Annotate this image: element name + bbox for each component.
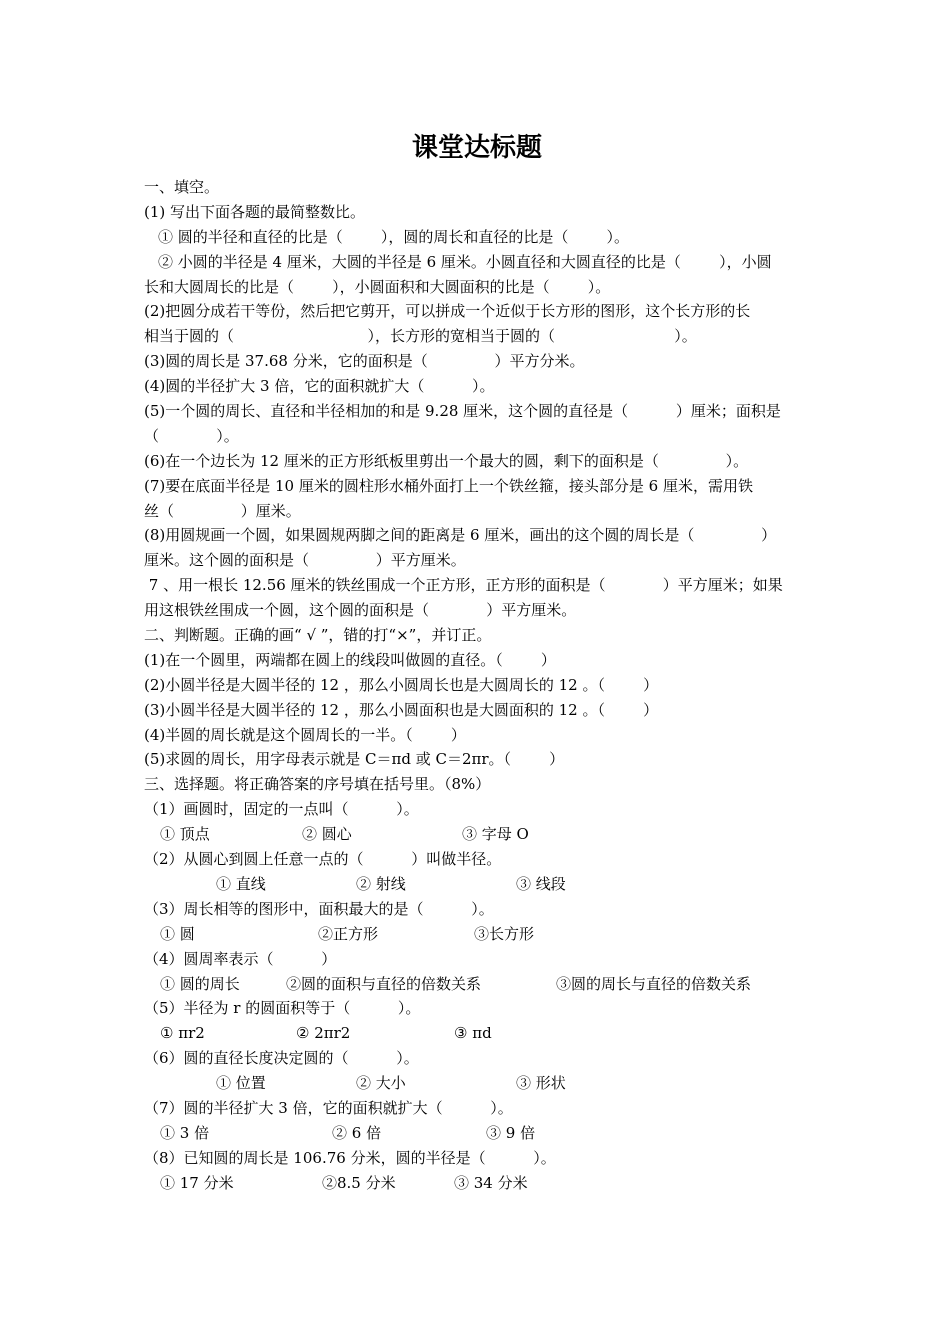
- section2-heading: 二、判断题。正确的画“ √ ”，错的打“×”，并订正。: [144, 626, 492, 645]
- fill-line: ① 圆的半径和直径的比是（ ），圆的周长和直径的比是（ ）。: [158, 227, 630, 246]
- option-3: ③ 线段: [516, 874, 566, 893]
- choice-question: （1）画圆时，固定的一点叫（ ）。: [144, 800, 419, 819]
- choice-options: [144, 922, 810, 947]
- option-3: ③ 字母 O: [462, 825, 529, 844]
- choice-options: [144, 872, 810, 897]
- option-2: ②正方形: [318, 924, 379, 943]
- choice-options: [144, 1021, 810, 1046]
- choice-question: （6）圆的直径长度决定圆的（ ）。: [144, 1049, 419, 1068]
- fill-line: 相当于圆的（ ），长方形的宽相当于圆的（ ）。: [144, 327, 697, 346]
- option-1: ① πr2: [160, 1024, 205, 1043]
- option-2: ②8.5 分米: [322, 1173, 396, 1192]
- judge-line: (2)小圆半径是大圆半径的 12 ，那么小圆周长也是大圆周长的 12 。（ ）: [144, 675, 659, 694]
- judge-line: (4)半圆的周长就是这个圆周长的一半。（ ）: [144, 725, 466, 744]
- choice-question: （3）周长相等的图形中，面积最大的是（ ）。: [144, 899, 494, 918]
- fill-line: (8)用圆规画一个圆，如果圆规两脚之间的距离是 6 厘米，画出的这个圆的周长是（ ）: [144, 526, 777, 545]
- option-2: ②圆的面积与直径的倍数关系: [286, 974, 482, 993]
- fill-line: (1) 写出下面各题的最简整数比。: [144, 202, 366, 221]
- fill-line: (2)把圆分成若干等份，然后把它剪开，可以拼成一个近似于长方形的图形，这个长方形的长: [144, 302, 751, 321]
- option-1: ① 圆的周长: [160, 974, 240, 993]
- fill-line: 7 、用一根长 12.56 厘米的铁丝围成一个正方形，正方形的面积是（ ）平方厘米；如果: [144, 576, 783, 595]
- page-title: 课堂达标题: [411, 133, 542, 163]
- option-3: ③ 形状: [516, 1074, 566, 1093]
- choice-question: （8）已知圆的周长是 106.76 分米，圆的半径是（ ）。: [144, 1148, 556, 1167]
- option-1: ① 顶点: [160, 825, 210, 844]
- option-1: ① 位置: [216, 1074, 266, 1093]
- choice-options: [144, 1121, 810, 1146]
- fill-line: 长和大圆周长的比是（ ），小圆面积和大圆面积的比是（ ）。: [144, 277, 611, 296]
- option-1: ① 17 分米: [160, 1173, 234, 1192]
- fill-line: (5)一个圆的周长、直径和半径相加的和是 9.28 厘米，这个圆的直径是（ ）厘米；面积是: [144, 402, 781, 421]
- fill-line: （ ）。: [144, 426, 239, 445]
- fill-line: 厘米。这个圆的面积是（ ）平方厘米。: [144, 551, 466, 570]
- judge-line: (5)求圆的周长，用字母表示就是 C＝πd 或 C＝2πr。（ ）: [144, 750, 565, 769]
- option-1: ① 直线: [216, 874, 266, 893]
- choice-options: [144, 972, 810, 997]
- choice-options: [144, 1171, 810, 1196]
- option-3: ③长方形: [474, 924, 535, 943]
- choice-question: （7）圆的半径扩大 3 倍，它的面积就扩大（ ）。: [144, 1098, 513, 1117]
- fill-line: 丝（ ）厘米。: [144, 501, 301, 520]
- fill-line: 用这根铁丝围成一个圆，这个圆的面积是（ ）平方厘米。: [144, 601, 577, 620]
- option-3: ③ 34 分米: [454, 1173, 528, 1192]
- choice-question: （2）从圆心到圆上任意一点的（ ）叫做半径。: [144, 850, 502, 869]
- judge-line: (1)在一个圆里，两端都在圆上的线段叫做圆的直径。（ ）: [144, 650, 556, 669]
- fill-line: ② 小圆的半径是 4 厘米，大圆的半径是 6 厘米。小圆直径和大圆直径的比是（ ），小圆: [158, 252, 772, 271]
- choice-options: [144, 822, 810, 847]
- option-2: ② 2πr2: [296, 1024, 351, 1043]
- fill-line: (7)要在底面半径是 10 厘米的圆柱形水桶外面打上一个铁丝箍，接头部分是 6 厘米，需用铁: [144, 476, 753, 495]
- section1-heading: 一、填空。: [144, 178, 220, 196]
- option-3: ③ πd: [454, 1024, 492, 1043]
- judge-line: (3)小圆半径是大圆半径的 12 ，那么小圆面积也是大圆面积的 12 。（ ）: [144, 700, 659, 719]
- option-1: ① 3 倍: [160, 1123, 210, 1142]
- worksheet-body: [144, 175, 810, 1196]
- option-2: ② 大小: [356, 1074, 406, 1093]
- fill-line: (6)在一个边长为 12 厘米的正方形纸板里剪出一个最大的圆，剩下的面积是（ ）。: [144, 451, 749, 470]
- choice-question: （5）半径为 r 的圆面积等于（ ）。: [144, 999, 421, 1018]
- fill-line: (3)圆的周长是 37.68 分米，它的面积是（ ）平方分米。: [144, 352, 585, 371]
- option-1: ① 圆: [160, 924, 195, 943]
- option-3: ③圆的周长与直径的倍数关系: [556, 974, 752, 993]
- option-2: ② 射线: [356, 874, 406, 893]
- fill-line: (4)圆的半径扩大 3 倍，它的面积就扩大（ ）。: [144, 377, 495, 396]
- choice-question: （4）圆周率表示（ ）: [144, 949, 337, 968]
- choice-options: [144, 1071, 810, 1096]
- option-3: ③ 9 倍: [486, 1123, 536, 1142]
- option-2: ② 圆心: [302, 825, 352, 844]
- section3-heading: 三、选择题。将正确答案的序号填在括号里。（8%）: [144, 775, 491, 794]
- option-2: ② 6 倍: [332, 1123, 382, 1142]
